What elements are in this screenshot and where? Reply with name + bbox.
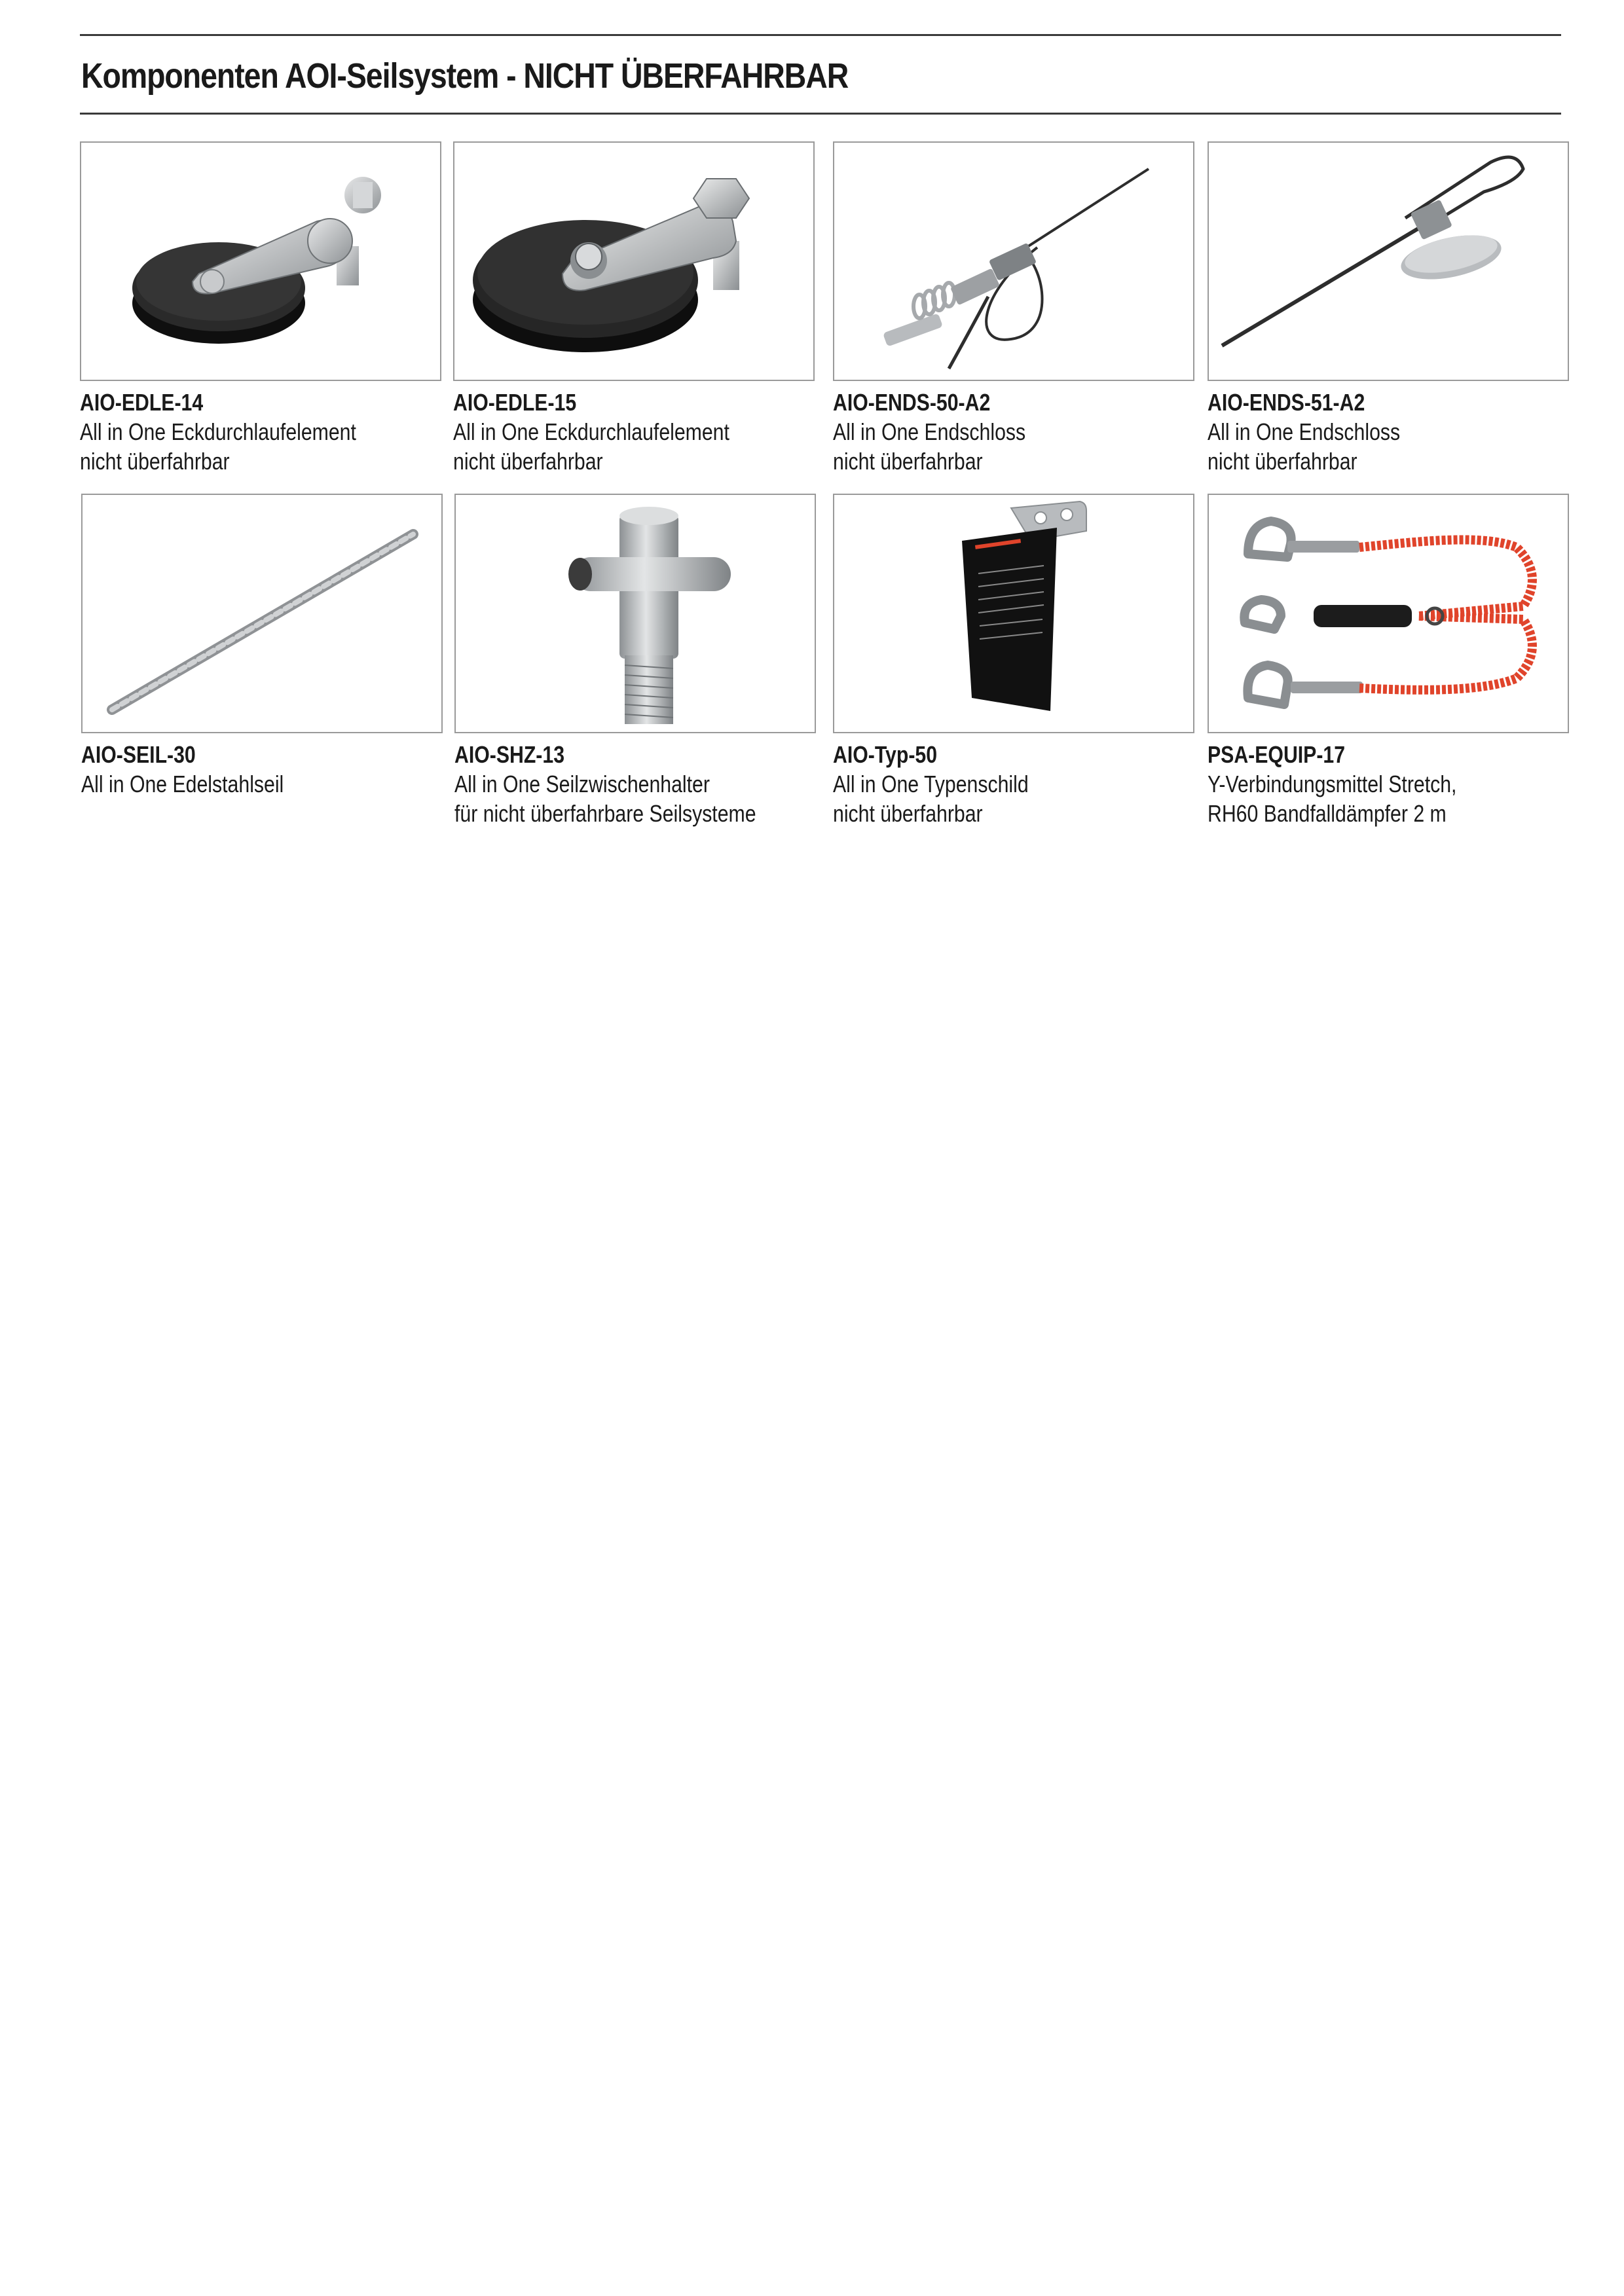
product-description: All in One Edelstahlseil bbox=[81, 771, 284, 797]
product-image-frame bbox=[833, 494, 1194, 733]
product-note: nicht überfahrbar bbox=[833, 800, 983, 827]
page-title: Komponenten AOI-Seilsystem - NICHT ÜBERFAHRBAR bbox=[81, 56, 849, 96]
corner-pulley-large-icon bbox=[454, 143, 813, 380]
product-code: AIO-SHZ-13 bbox=[454, 741, 565, 768]
product-description: All in One Endschloss bbox=[833, 418, 1026, 445]
product-note: nicht überfahrbar bbox=[453, 448, 603, 475]
product-code: AIO-ENDS-50-A2 bbox=[833, 389, 991, 416]
product-description: All in One Seilzwischenhalter bbox=[454, 771, 710, 797]
product-image-frame bbox=[80, 141, 441, 381]
product-image-frame bbox=[833, 141, 1194, 381]
product-card-aio-edle-14 bbox=[80, 141, 441, 476]
product-image-frame bbox=[454, 494, 816, 733]
product-description: All in One Eckdurchlaufelement bbox=[453, 418, 729, 445]
product-code: AIO-EDLE-15 bbox=[453, 389, 577, 416]
product-card-aio-edle-15 bbox=[453, 141, 815, 476]
y-lanyard-icon bbox=[1209, 495, 1568, 732]
product-description: All in One Eckdurchlaufelement bbox=[80, 418, 356, 445]
product-card-aio-seil-30 bbox=[81, 494, 443, 799]
product-code: AIO-SEIL-30 bbox=[81, 741, 196, 768]
product-code: AIO-ENDS-51-A2 bbox=[1208, 389, 1365, 416]
top-rule bbox=[80, 34, 1561, 36]
product-code: AIO-EDLE-14 bbox=[80, 389, 204, 416]
type-plate-icon bbox=[834, 495, 1193, 732]
product-image-frame bbox=[81, 494, 443, 733]
product-note: nicht überfahrbar bbox=[1208, 448, 1357, 475]
intermediate-bracket-icon bbox=[456, 495, 815, 732]
product-card-aio-ends-50-a2 bbox=[833, 141, 1194, 476]
end-lock-spring-icon bbox=[834, 143, 1193, 380]
product-description: All in One Typenschild bbox=[833, 771, 1029, 797]
product-card-psa-equip-17 bbox=[1208, 494, 1569, 828]
end-lock-loop-icon bbox=[1209, 143, 1568, 380]
product-description: Y-Verbindungsmittel Stretch, bbox=[1208, 771, 1457, 797]
product-code: PSA-EQUIP-17 bbox=[1208, 741, 1346, 768]
product-card-aio-shz-13 bbox=[454, 494, 816, 828]
product-card-aio-typ-50 bbox=[833, 494, 1194, 828]
title-underline-rule bbox=[80, 113, 1561, 115]
product-image-frame bbox=[1208, 494, 1569, 733]
product-image-frame bbox=[453, 141, 815, 381]
product-code: AIO-Typ-50 bbox=[833, 741, 938, 768]
product-note: für nicht überfahrbare Seilsysteme bbox=[454, 800, 756, 827]
product-note: RH60 Bandfalldämpfer 2 m bbox=[1208, 800, 1447, 827]
product-note: nicht überfahrbar bbox=[80, 448, 230, 475]
product-description: All in One Endschloss bbox=[1208, 418, 1401, 445]
corner-pulley-small-icon bbox=[81, 143, 440, 380]
product-card-aio-ends-51-a2 bbox=[1208, 141, 1569, 476]
product-image-frame bbox=[1208, 141, 1569, 381]
steel-cable-icon bbox=[83, 495, 441, 732]
product-note: nicht überfahrbar bbox=[833, 448, 983, 475]
